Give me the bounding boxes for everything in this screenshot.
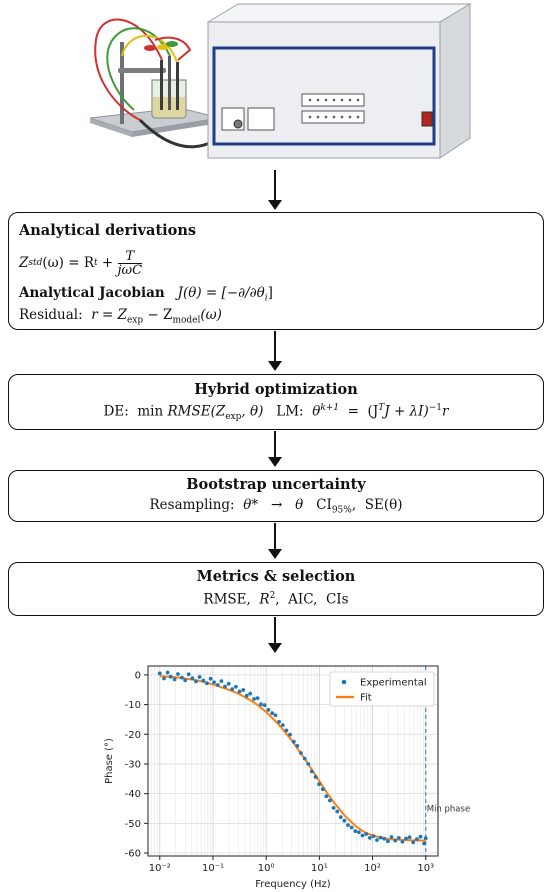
experimental-point bbox=[324, 794, 328, 798]
lm-sup: k+1 bbox=[320, 403, 340, 413]
experimental-point bbox=[361, 834, 365, 838]
experimental-point bbox=[375, 838, 379, 842]
experimental-point bbox=[357, 830, 361, 834]
analytical-derivations-box bbox=[8, 212, 544, 330]
clip-red bbox=[144, 45, 156, 51]
flow-arrow-3 bbox=[274, 431, 276, 457]
metrics-rmse: RMSE, bbox=[203, 591, 251, 608]
experimental-point bbox=[382, 837, 386, 841]
flow-arrowhead-1 bbox=[268, 200, 282, 210]
de-min: min bbox=[137, 403, 164, 420]
ci-label: CI bbox=[316, 497, 332, 513]
experimental-point bbox=[183, 678, 187, 682]
de-label: DE: bbox=[103, 403, 129, 420]
experimental-point bbox=[223, 685, 227, 689]
experimental-point bbox=[415, 837, 419, 841]
x-tick-label: 10⁻¹ bbox=[201, 863, 224, 874]
box1-title: Analytical derivations bbox=[19, 222, 197, 239]
experimental-point bbox=[191, 676, 195, 680]
lm-theta: θ bbox=[312, 403, 321, 420]
instrument-front bbox=[208, 22, 440, 158]
experimental-point bbox=[248, 692, 252, 696]
experimental-point bbox=[238, 690, 242, 694]
experimental-point bbox=[372, 834, 376, 838]
flow-arrowhead-4 bbox=[268, 549, 282, 559]
experimental-point bbox=[368, 836, 372, 840]
residual-expr-b: − Z bbox=[143, 307, 173, 323]
residual-label: Residual: bbox=[19, 307, 83, 323]
metrics-list bbox=[9, 591, 543, 608]
experimental-point bbox=[267, 708, 271, 712]
experimental-point bbox=[274, 713, 278, 717]
y-tick-label: -10 bbox=[124, 700, 141, 712]
experimental-point bbox=[230, 687, 234, 691]
residual-sub-a: exp bbox=[126, 315, 144, 326]
experimental-point bbox=[259, 702, 263, 706]
flow-arrow-2 bbox=[274, 331, 276, 361]
legend-marker-experimental bbox=[342, 680, 347, 685]
experimental-point bbox=[408, 835, 412, 839]
eq1-plus: + bbox=[97, 255, 118, 271]
jacobian-expr: J(θ) = [−∂/∂θ bbox=[177, 285, 265, 301]
de-sub: exp bbox=[225, 412, 242, 423]
metrics-r-sup: 2 bbox=[269, 591, 276, 601]
experimental-point bbox=[281, 723, 285, 727]
flow-arrowhead-2 bbox=[268, 361, 282, 371]
experimental-point bbox=[411, 840, 415, 844]
hybrid-optimization-box bbox=[8, 374, 544, 430]
experimental-point bbox=[332, 806, 336, 810]
y-tick-label: 0 bbox=[134, 670, 141, 682]
experimental-point bbox=[241, 688, 245, 692]
electrode-3 bbox=[176, 62, 179, 110]
experimental-point bbox=[328, 799, 332, 803]
experimental-point bbox=[353, 829, 357, 833]
se-label: , SE(θ) bbox=[351, 497, 403, 513]
eq1-rt-sub: t bbox=[94, 258, 98, 268]
experimental-point bbox=[335, 810, 339, 814]
electrode-1 bbox=[160, 60, 163, 110]
metrics-rest: , AIC, CIs bbox=[275, 591, 349, 608]
instrument-indicator-light bbox=[422, 112, 432, 126]
experimental-point bbox=[285, 729, 289, 733]
x-tick-label: 10³ bbox=[417, 863, 435, 874]
jacobian-close: ] bbox=[267, 285, 273, 301]
stand-clamp bbox=[118, 68, 166, 73]
experimental-point bbox=[158, 672, 162, 676]
experimental-point bbox=[292, 740, 296, 744]
experimental-point bbox=[202, 679, 206, 683]
experimental-point bbox=[270, 711, 274, 715]
residual-expr-a: r = Z bbox=[91, 307, 127, 323]
box3-title: Bootstrap uncertainty bbox=[186, 476, 366, 493]
instrument-side bbox=[440, 4, 470, 158]
flow-arrow-4 bbox=[274, 523, 276, 549]
experimental-point bbox=[299, 751, 303, 755]
experimental-point bbox=[227, 682, 231, 686]
experimental-point bbox=[310, 770, 314, 774]
experimental-point bbox=[390, 835, 394, 839]
experimental-point bbox=[424, 836, 428, 840]
theta-star: θ* bbox=[243, 497, 259, 513]
experimental-point bbox=[379, 836, 383, 840]
phase-bode-chart bbox=[98, 658, 471, 890]
experimental-point bbox=[364, 832, 368, 836]
experimental-point bbox=[176, 672, 180, 676]
legend-label-fit: Fit bbox=[360, 692, 372, 704]
clip-green bbox=[166, 41, 178, 47]
flow-arrow-1 bbox=[274, 170, 276, 200]
experimental-point bbox=[404, 837, 408, 841]
residual-line bbox=[19, 307, 222, 326]
theta: θ bbox=[295, 497, 304, 513]
lm-expr-b: = (J bbox=[339, 403, 379, 420]
instrument-connector bbox=[234, 120, 242, 128]
experimental-point bbox=[288, 733, 292, 737]
lm-r: r bbox=[442, 403, 449, 420]
lm-expr-c: J + λI) bbox=[384, 403, 429, 420]
box4-title: Metrics & selection bbox=[196, 568, 356, 585]
experimental-point bbox=[216, 683, 220, 687]
x-tick-label: 10⁰ bbox=[257, 863, 275, 874]
experimental-point bbox=[397, 836, 401, 840]
experimental-point bbox=[187, 672, 191, 676]
lm-sup-t: T bbox=[378, 403, 385, 413]
experimental-point bbox=[212, 680, 216, 684]
experimental-point bbox=[234, 685, 238, 689]
experimental-point bbox=[350, 826, 354, 830]
resampling-label: Resampling: bbox=[149, 497, 235, 513]
lm-sup-inv: −1 bbox=[428, 403, 442, 413]
experimental-point bbox=[245, 694, 249, 698]
y-tick-label: -60 bbox=[124, 848, 141, 860]
experimental-point bbox=[205, 681, 209, 685]
experimental-point bbox=[198, 675, 202, 679]
chart-legend bbox=[330, 672, 434, 706]
residual-expr-c: (ω) bbox=[200, 307, 222, 323]
experimental-point bbox=[209, 677, 213, 681]
x-axis-label: Frequency (Hz) bbox=[255, 879, 331, 890]
impedance-equation bbox=[19, 245, 142, 281]
instrument-port-b bbox=[248, 108, 274, 130]
jacobian-title: Analytical Jacobian bbox=[19, 285, 165, 301]
eq1-numerator: T bbox=[125, 248, 135, 264]
y-axis-label: Phase (°) bbox=[104, 738, 115, 784]
bootstrap-uncertainty-box bbox=[8, 470, 544, 522]
optimization-equation bbox=[9, 403, 543, 422]
experimental-point bbox=[263, 703, 267, 707]
y-tick-label: -20 bbox=[124, 729, 141, 741]
experimental-point bbox=[339, 815, 343, 819]
experimental-point bbox=[220, 679, 224, 683]
experimental-point bbox=[166, 671, 170, 675]
eq1-lhs-sub: std bbox=[28, 258, 43, 268]
experimental-point bbox=[321, 787, 325, 791]
flow-arrowhead-5 bbox=[268, 643, 282, 653]
x-tick-label: 10⁻² bbox=[148, 863, 171, 874]
experimental-point bbox=[295, 744, 299, 748]
x-tick-label: 10² bbox=[364, 863, 381, 874]
flow-arrowhead-3 bbox=[268, 457, 282, 467]
metrics-r: R bbox=[259, 591, 270, 608]
y-tick-label: -50 bbox=[124, 818, 141, 830]
lm-label: LM: bbox=[276, 403, 304, 420]
legend-label-experimental: Experimental bbox=[360, 677, 427, 689]
instrument-top bbox=[208, 4, 470, 22]
flow-arrow-5 bbox=[274, 617, 276, 643]
experimental-point bbox=[256, 696, 260, 700]
arrow-symbol: → bbox=[270, 497, 283, 513]
jacobian-line bbox=[19, 285, 273, 304]
experimental-point bbox=[317, 782, 321, 786]
de-theta: , θ) bbox=[241, 403, 264, 420]
bootstrap-expression bbox=[9, 497, 543, 516]
experimental-point bbox=[343, 819, 347, 823]
experimental-point bbox=[422, 842, 426, 846]
experimental-point bbox=[194, 680, 198, 684]
x-tick-label: 10¹ bbox=[310, 863, 328, 874]
min-phase-annotation: Min phase bbox=[426, 804, 471, 815]
experimental-point bbox=[419, 835, 423, 839]
experimental-point bbox=[314, 775, 318, 779]
jacobian-sub: i bbox=[264, 293, 268, 304]
box2-title: Hybrid optimization bbox=[194, 381, 358, 398]
experimental-point bbox=[180, 676, 184, 680]
experimental-point bbox=[162, 677, 166, 681]
experimental-point bbox=[173, 678, 177, 682]
metrics-selection-box bbox=[8, 562, 544, 616]
ci-sub: 95% bbox=[331, 505, 352, 516]
experimental-point bbox=[386, 839, 390, 843]
y-tick-label: -40 bbox=[124, 789, 141, 801]
y-tick-label: -30 bbox=[124, 759, 141, 771]
experimental-point bbox=[252, 697, 256, 701]
electrochemical-setup-illustration bbox=[60, 0, 480, 165]
experimental-point bbox=[401, 840, 405, 844]
eq1-arg: (ω) = R bbox=[42, 255, 94, 271]
experimental-point bbox=[393, 839, 397, 843]
experimental-point bbox=[303, 757, 307, 761]
electrode-2 bbox=[168, 56, 171, 110]
eq1-lhs: Z bbox=[19, 255, 29, 271]
de-args: (Z bbox=[210, 403, 226, 420]
eq1-denominator: jωC bbox=[117, 262, 143, 278]
experimental-point bbox=[169, 675, 173, 679]
experimental-point bbox=[346, 823, 350, 827]
experimental-point bbox=[306, 762, 310, 766]
experimental-point bbox=[277, 720, 281, 724]
de-rmse: RMSE bbox=[167, 403, 211, 420]
eq1-fraction bbox=[118, 250, 143, 277]
residual-sub-b: model bbox=[172, 315, 201, 326]
